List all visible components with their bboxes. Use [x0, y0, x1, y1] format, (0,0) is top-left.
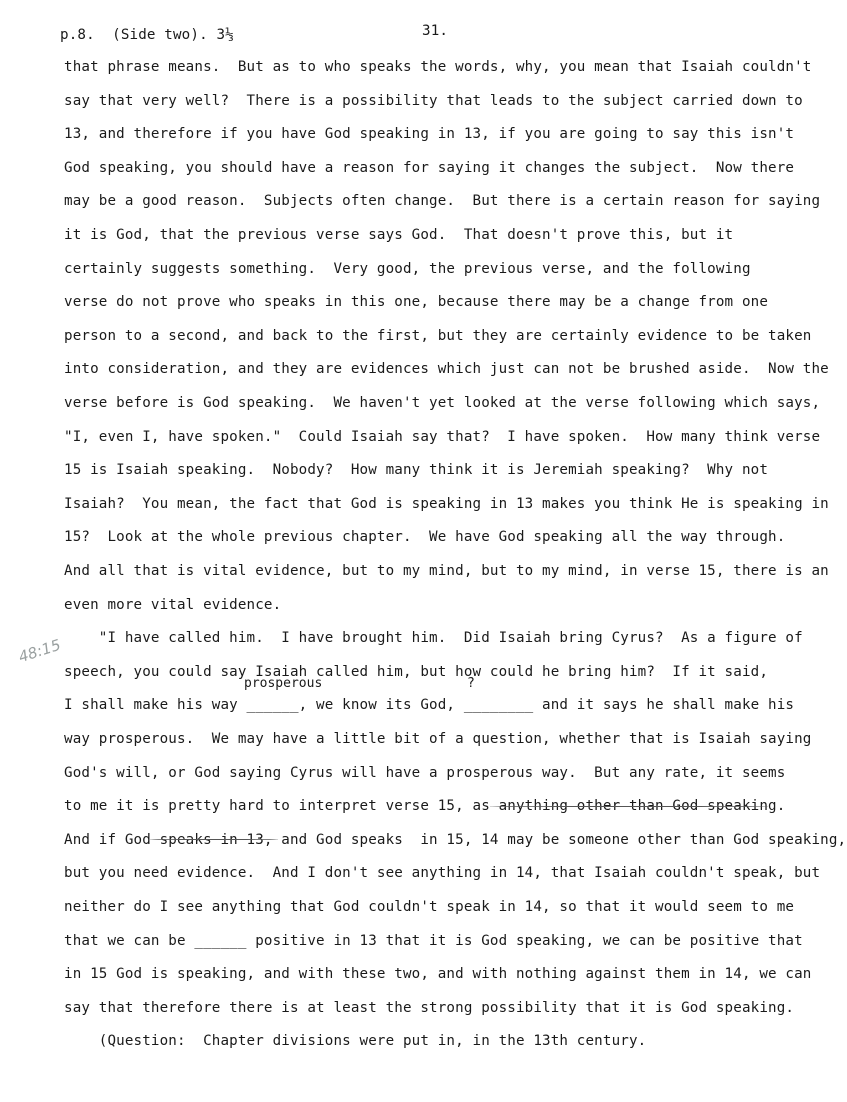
text-line: "I have called him. I have brought him. Did Isaiah bring Cyrus? As a figure of: [64, 630, 803, 647]
margin-annotation: 48:15: [16, 635, 63, 667]
page-header-left: p.8. (Side two). 3⅓: [60, 27, 234, 43]
text-line: 13, and therefore if you have God speaking in 13, if you are going to say this isn't: [64, 126, 795, 143]
text-line: "I, even I, have spoken." Could Isaiah say that? I have spoken. How many think verse: [64, 428, 821, 445]
text-line: God's will, or God saying Cyrus will have a prosperous way. But any rate, it seems: [64, 764, 786, 781]
page-number: 31.: [422, 23, 449, 39]
text-line: neither do I see anything that God couldn't speak in 14, so that it would seem to me: [64, 899, 795, 915]
text-line: that phrase means. But as to who speaks the words, why, you mean that Isaiah couldn't: [64, 59, 812, 75]
text-line: to me it is pretty hard to interpret verse 15, as anything other than God speaking.: [64, 798, 786, 815]
text-line: person to a second, and back to the first, but they are certainly evidence to be taken: [64, 327, 812, 344]
text-line: 15? Look at the whole previous chapter. We have God speaking all the way through.: [64, 529, 786, 546]
text-line: in 15 God is speaking, and with these two, and with nothing against them in 14, we can: [64, 966, 812, 983]
interlinear-query: ?: [467, 676, 475, 691]
text-line: (Question: Chapter divisions were put in, in the 13th century.: [64, 1033, 647, 1050]
text-line: verse before is God speaking. We haven't yet looked at the verse following which says,: [64, 395, 821, 411]
text-line: speech, you could say Isaiah called him, but how could he bring him? If it said,: [64, 663, 769, 680]
text-line: into consideration, and they are evidences which just can not be brushed aside. Now the: [64, 361, 829, 378]
text-line: And all that is vital evidence, but to my mind, but to my mind, in verse 15, there is an: [64, 563, 829, 579]
text-line: certainly suggests something. Very good, the previous verse, and the following: [64, 260, 751, 277]
text-line: 15 is Isaiah speaking. Nobody? How many think it is Jeremiah speaking? Why not: [64, 462, 769, 479]
interlinear-word: prosperous: [244, 676, 323, 691]
pencil-underline: [150, 839, 278, 840]
text-line: say that therefore there is at least the strong possibility that it is God speaking.: [64, 999, 795, 1016]
text-line: even more vital evidence.: [64, 596, 282, 613]
text-line: say that very well? There is a possibility that leads to the subject carried down to: [64, 92, 803, 109]
text-line: but you need evidence. And I don't see anything in 14, that Isaiah couldn't speak, but: [64, 865, 821, 882]
text-line: may be a good reason. Subjects often change. But there is a certain reason for saying: [64, 193, 821, 210]
text-line: And if God speaks in 13, and God speaks in 15, 14 may be someone other than God speaking,: [64, 831, 847, 848]
text-line: it is God, that the previous verse says God. That doesn't prove this, but it: [64, 227, 734, 243]
text-line: God speaking, you should have a reason for saying it changes the subject. Now there: [64, 159, 795, 176]
text-line: I shall make his way ______, we know its God, ________ and it says he shall make his: [64, 697, 795, 714]
text-line: way prosperous. We may have a little bit of a question, whether that is Isaiah saying: [64, 731, 812, 747]
text-line: verse do not prove who speaks in this one, because there may be a change from one: [64, 294, 769, 311]
text-line: that we can be ______ positive in 13 that it is God speaking, we can be positive that: [64, 932, 803, 949]
text-line: Isaiah? You mean, the fact that God is speaking in 13 makes you think He is speaking in: [64, 495, 829, 512]
